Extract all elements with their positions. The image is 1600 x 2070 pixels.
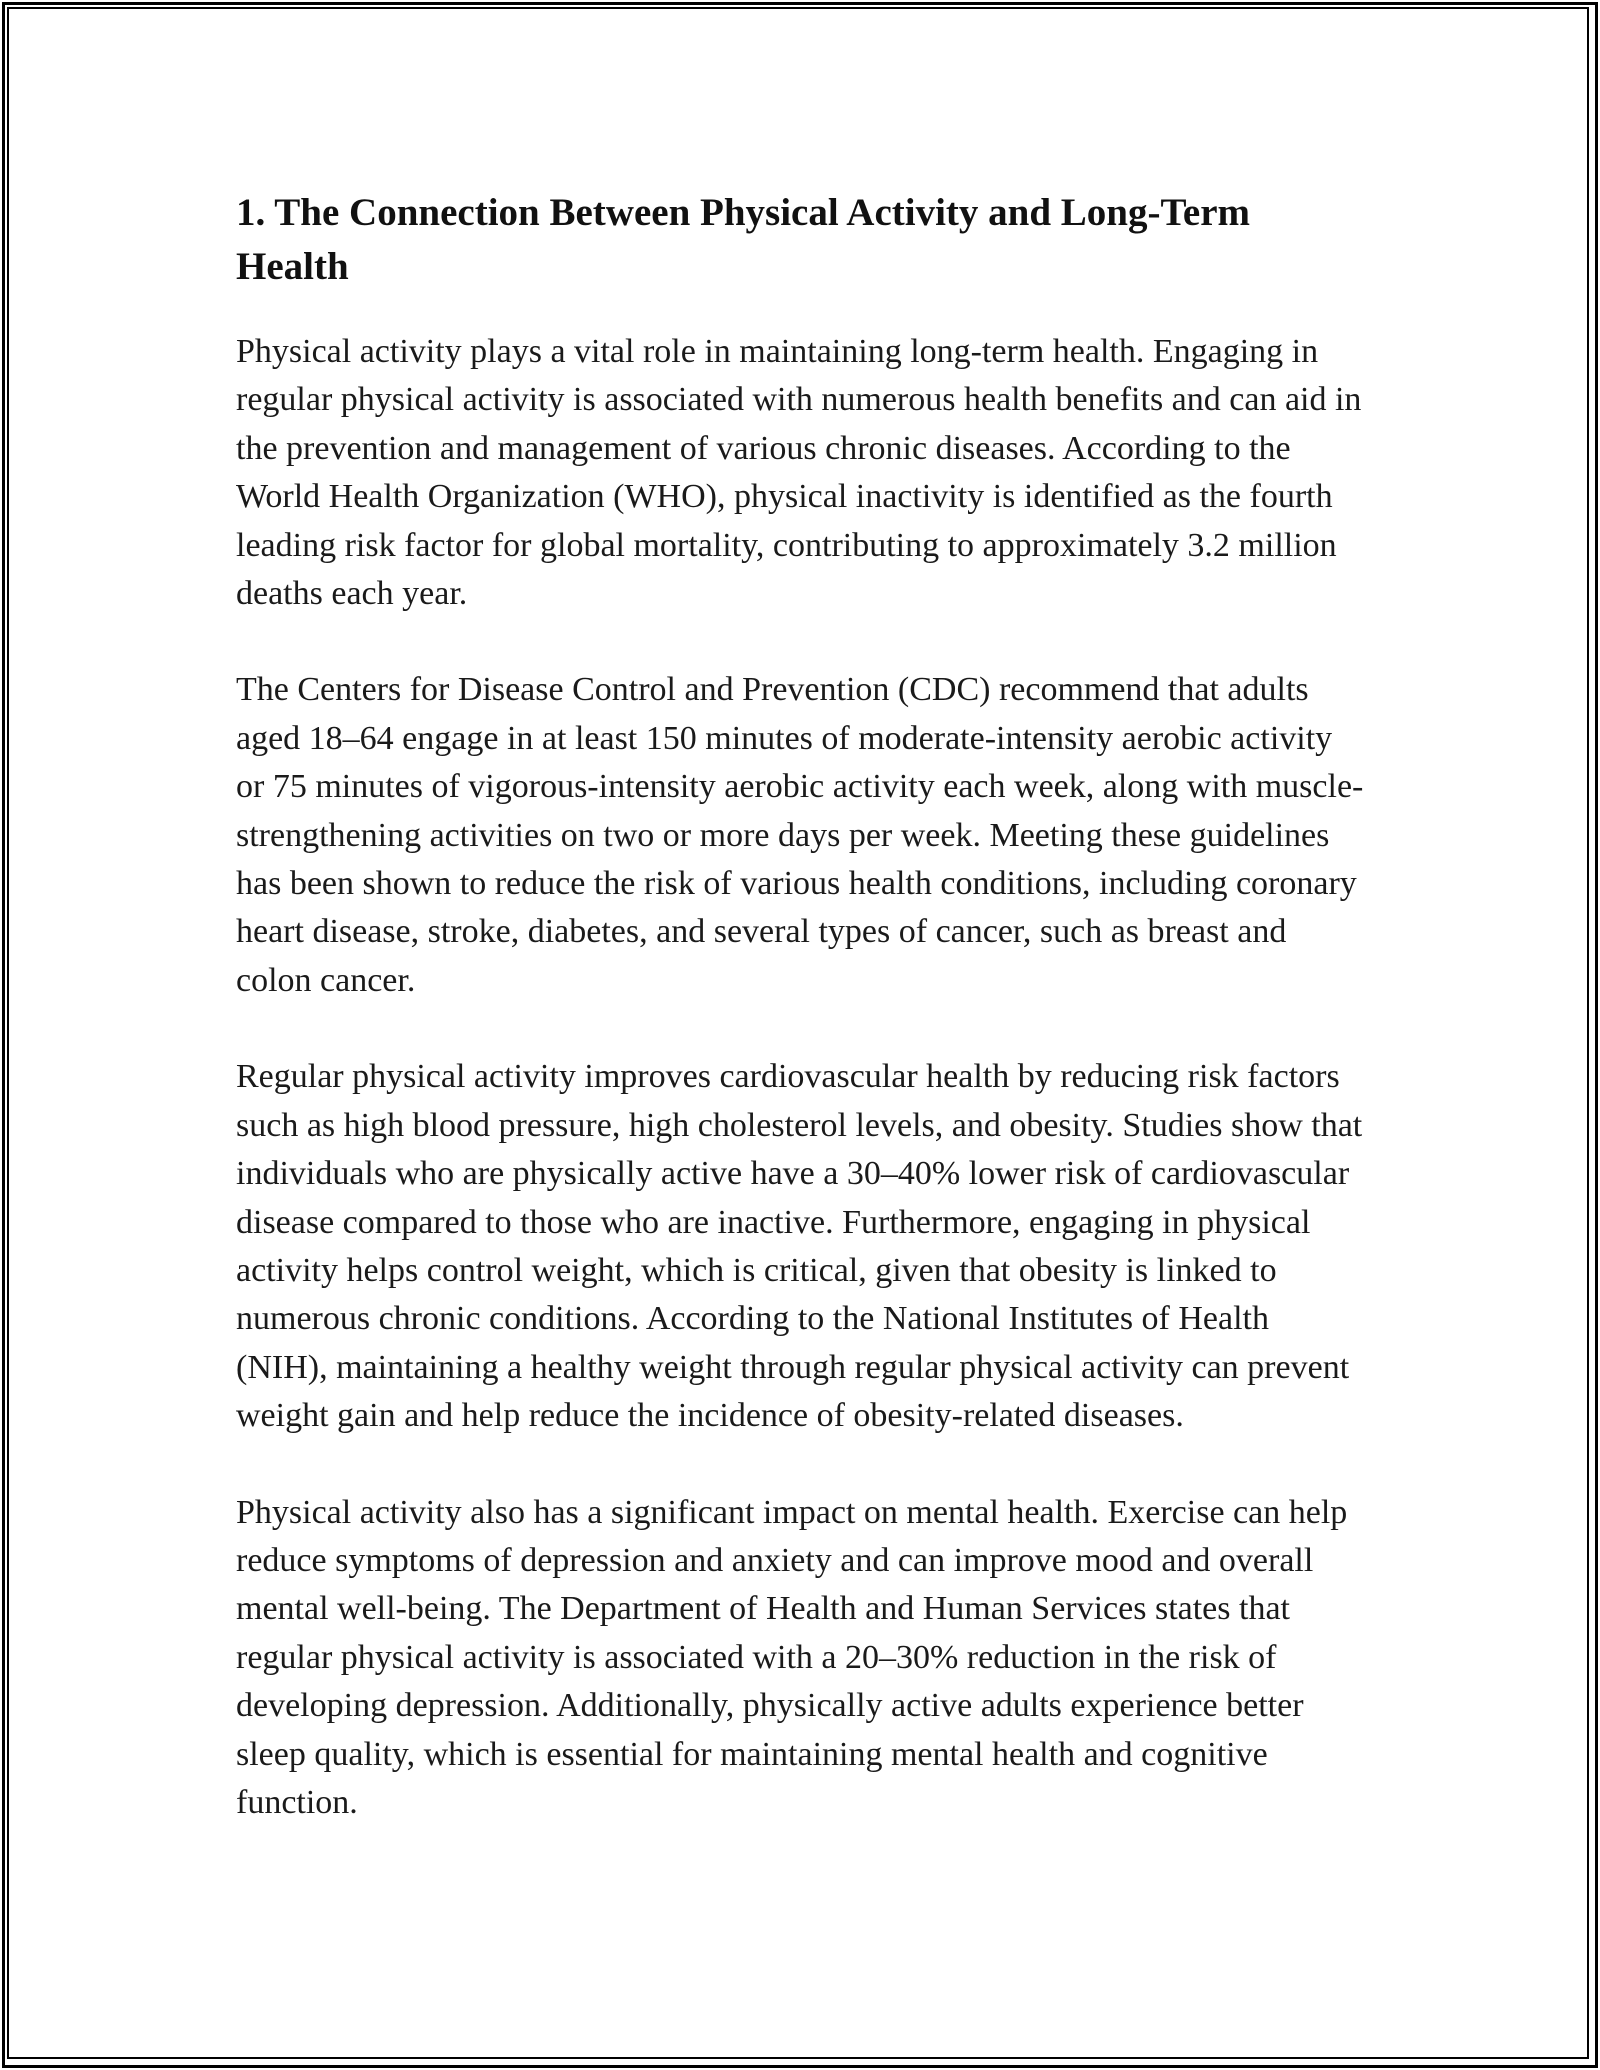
document-body [236,186,1366,1875]
paragraph-intro: Physical activity plays a vital role in maintaining long-term health. Engaging in regular physical activity is associated with numerous health benefits and can aid in the prevention and management of various chronic diseases. According to the World Health Organization (WHO), physical inactivity is identified as the fourth leading risk factor for global mortality, contributing to approximately 3.2 million deaths each year. [236,333,1362,613]
section-heading: 1. The Connection Between Physical Activity and Long-Term Health [236,191,1251,288]
paragraph-mental-health: Physical activity also has a significant impact on mental health. Exercise can help reduce symptoms of depression and anxiety and can improve mood and overall mental well-being. The Department of Health and Human Services states that regular physical activity is associated with a 20–30% reduction in the risk of developing depression. Additionally, physically active adults experience better sleep quality, which is essential for maintaining mental health and cognitive function. [236,1493,1348,1821]
paragraph-cdc-guidelines: The Centers for Disease Control and Prevention (CDC) recommend that adults aged 18–64 engage in at least 150 minutes of moderate-intensity aerobic activity or 75 minutes of vigorous-intensity aerobic activity each week, along with muscle-strengthening activities on two or more days per week. Meeting these guidelines has been shown to reduce the risk of various health conditions, including coronary heart disease, stroke, diabetes, and several types of cancer, such as breast and colon cancer. [236,671,1364,999]
paragraph-cardiovascular: Regular physical activity improves cardiovascular health by reducing risk factors such as high blood pressure, high cholesterol levels, and obesity. Studies show that individuals who are physically active have a 30–40% lower risk of cardiovascular disease compared to those who are inactive. Furthermore, engaging in physical activity helps control weight, which is critical, given that obesity is linked to numerous chronic conditions. According to the National Institutes of Health (NIH), maintaining a healthy weight through regular physical activity can prevent weight gain and help reduce the incidence of obesity-related diseases. [236,1058,1363,1435]
